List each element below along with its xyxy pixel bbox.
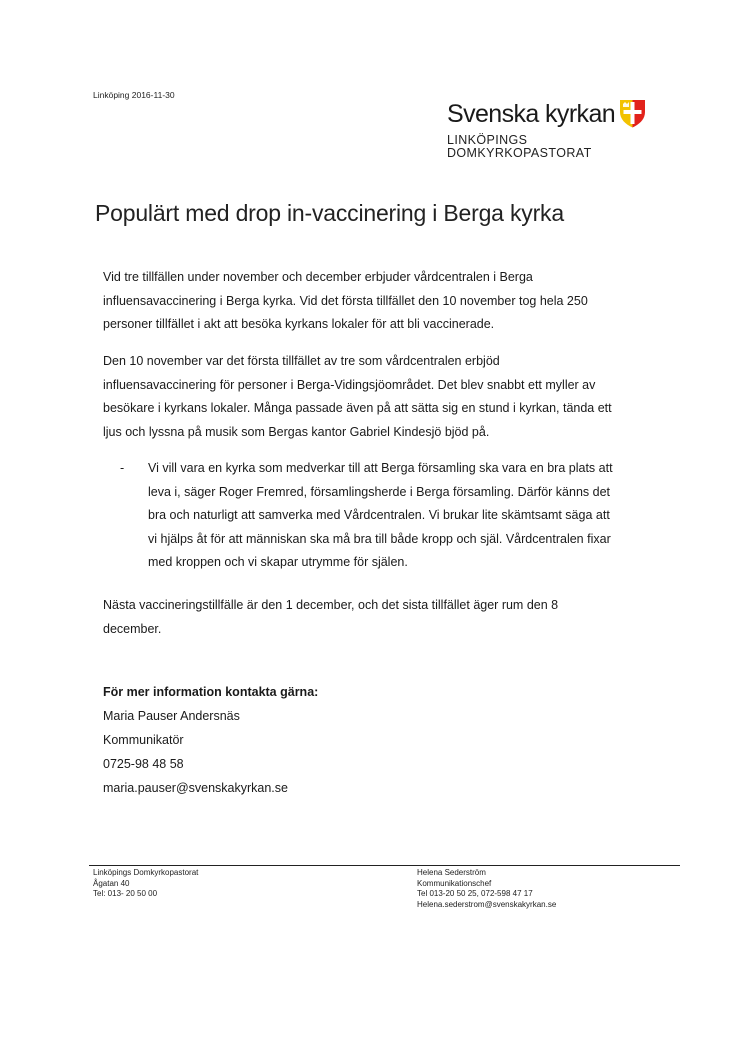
quote-text <box>148 457 708 575</box>
footer-phone: Tel: 013- 20 50 00 <box>93 889 158 898</box>
contact-block <box>103 680 318 800</box>
contact-heading: För mer information kontakta gärna: <box>103 685 319 699</box>
footer-contact-role: Kommunikationschef <box>417 878 492 888</box>
logo-name: Svenska kyrkan <box>447 99 616 128</box>
footer-contact-phone: Tel 013-20 50 25, 072-598 47 17 <box>417 889 533 898</box>
text-line: personer tillfället i akt att besöka kyrkans lokaler för att bli vaccinerade. <box>103 317 495 331</box>
footer-right <box>417 868 556 910</box>
text-line: ljus och lyssna på musik som Bergas kantor Gabriel Kindesjö bjöd på. <box>103 424 490 439</box>
contact-phone: 0725-98 48 58 <box>103 757 184 771</box>
text-line: Den 10 november var det första tillfället av tre som vårdcentralen erbjöd <box>103 354 500 368</box>
logo-subline-1: LINKÖPINGS <box>447 133 528 147</box>
contact-role: Kommunikatör <box>103 733 184 747</box>
text-line: besökare i kyrkans lokaler. Många passade även på att sätta sig en stund i kyrkan, tända ett <box>103 401 612 415</box>
logo-subline-2: DOMKYRKOPASTORAT <box>447 146 592 160</box>
footer-divider <box>89 865 680 866</box>
text-line: bra och naturligt att samverka med Vårdcentralen. Vi brukar lite skämtsamt säga att <box>148 508 610 522</box>
text-line: vi hjälps åt för att människan ska må bra till både kropp och själ. Vårdcentralen fixar <box>148 531 611 546</box>
document-date: Linköping 2016-11-30 <box>93 90 175 100</box>
text-line: med kroppen och vi skapar utrymme för själen. <box>148 555 408 569</box>
svenska-kyrkan-logo <box>447 99 687 160</box>
contact-name: Maria Pauser Andersnäs <box>103 709 240 723</box>
paragraph-details <box>103 350 703 444</box>
list-dash: - <box>120 461 125 475</box>
page-title: Populärt med drop in-vaccinering i Berga kyrka <box>95 200 564 226</box>
text-line: influensavaccinering för personer i Berga-Vidingsjöområdet. Det blev snabbt ett myller av <box>103 377 596 392</box>
footer-contact-name: Helena Sederström <box>417 868 486 877</box>
paragraph-intro <box>103 266 703 337</box>
footer-left <box>93 868 198 900</box>
text-line: leva i, säger Roger Fremred, församlingsherde i Berga församling. Därför känns det <box>148 484 611 499</box>
contact-email[interactable]: maria.pauser@svenskakyrkan.se <box>103 781 288 795</box>
text-line: Vid tre tillfällen under november och december erbjuder vårdcentralen i Berga <box>103 270 533 284</box>
footer-address: Ågatan 40 <box>93 878 130 888</box>
text-line: Vi vill vara en kyrka som medverkar till att Berga församling ska vara en bra plats att <box>148 461 613 475</box>
footer-org: Linköpings Domkyrkopastorat <box>93 868 199 877</box>
crown-cross-shield-icon <box>619 99 646 129</box>
text-line: influensavaccinering i Berga kyrka. Vid det första tillfället den 10 november tog hela 250 <box>103 293 588 308</box>
text-line: Nästa vaccineringstillfälle är den 1 december, och det sista tillfället äger rum den 8 <box>103 598 559 612</box>
footer-contact-email[interactable]: Helena.sederstrom@svenskakyrkan.se <box>417 899 557 909</box>
paragraph-next-dates <box>103 594 703 641</box>
text-line: december. <box>103 621 162 636</box>
